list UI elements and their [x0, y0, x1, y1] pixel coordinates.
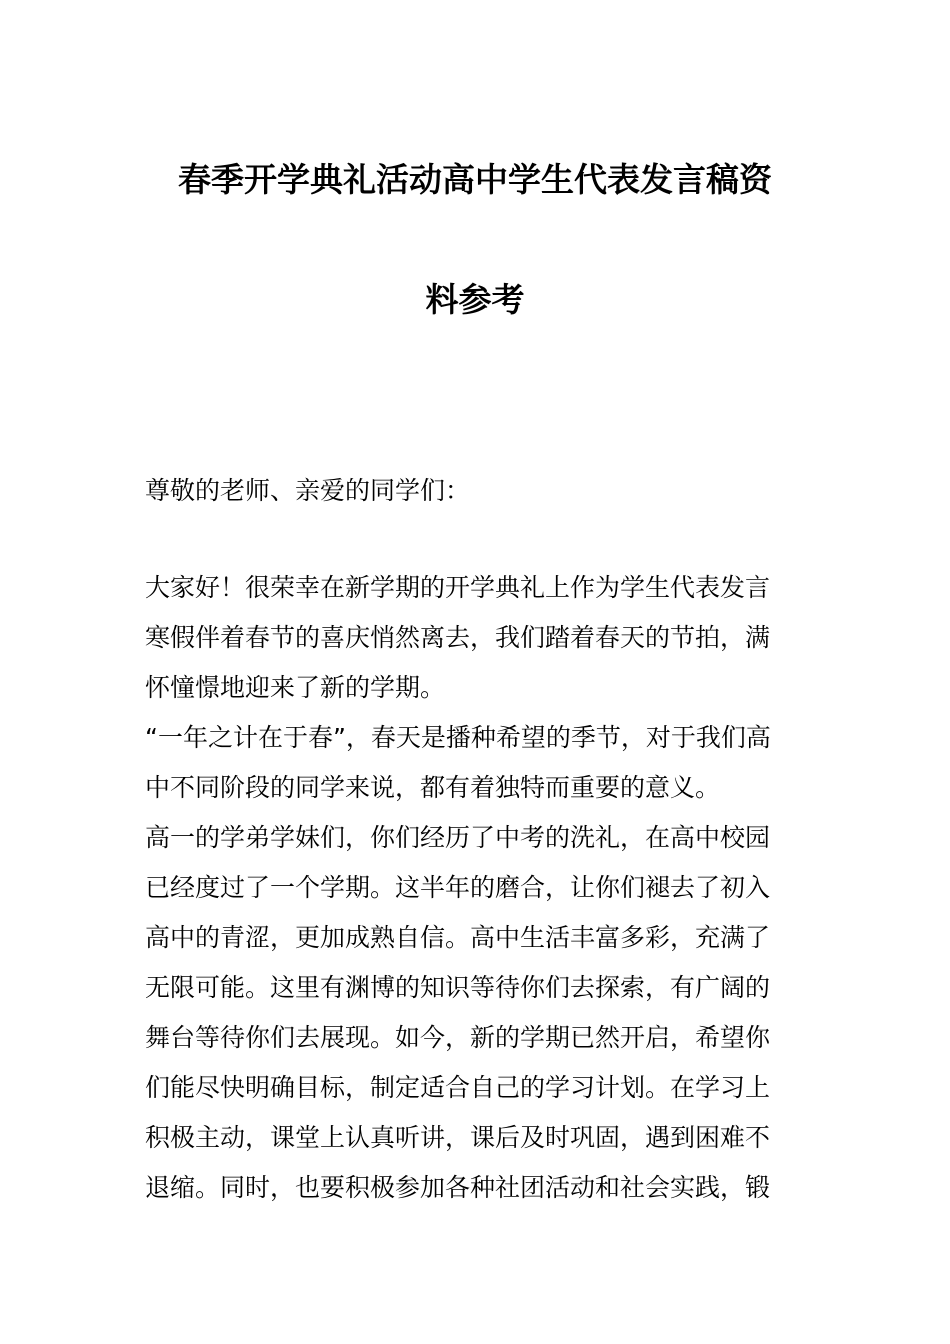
body-line: 积极主动，课堂上认真听讲，课后及时巩固，遇到困难不: [145, 1123, 771, 1152]
body-line: 退缩。同时，也要积极参加各种社团活动和社会实践，锻: [145, 1173, 771, 1202]
body-line: “一年之计在于春”，春天是播种希望的季节，对于我们高: [145, 723, 771, 752]
body-line: 高中的青涩，更加成熟自信。高中生活丰富多彩，充满了: [145, 923, 771, 952]
body-line: 无限可能。这里有渊博的知识等待你们去探索，有广阔的: [145, 973, 771, 1002]
body-line: 大家好！很荣幸在新学期的开学典礼上作为学生代表发言: [145, 573, 771, 602]
body-line: 高一的学弟学妹们，你们经历了中考的洗礼，在高中校园: [145, 823, 771, 852]
document-title-line-1: 春季开学典礼活动高中学生代表发言稿资: [178, 160, 772, 199]
body-line: 已经度过了一个学期。这半年的磨合，让你们褪去了初入: [145, 873, 771, 902]
salutation: 尊敬的老师、亲爱的同学们：: [145, 476, 471, 505]
body-line: 寒假伴着春节的喜庆悄然离去，我们踏着春天的节拍，满: [145, 623, 771, 652]
body-line: 们能尽快明确目标，制定适合自己的学习计划。在学习上: [145, 1073, 771, 1102]
document-title-line-2: 料参考: [425, 280, 525, 319]
body-line: 中不同阶段的同学来说，都有着独特而重要的意义。: [145, 773, 721, 802]
body-line: 怀憧憬地迎来了新的学期。: [145, 673, 446, 702]
body-line: 舞台等待你们去展现。如今，新的学期已然开启，希望你: [145, 1023, 771, 1052]
